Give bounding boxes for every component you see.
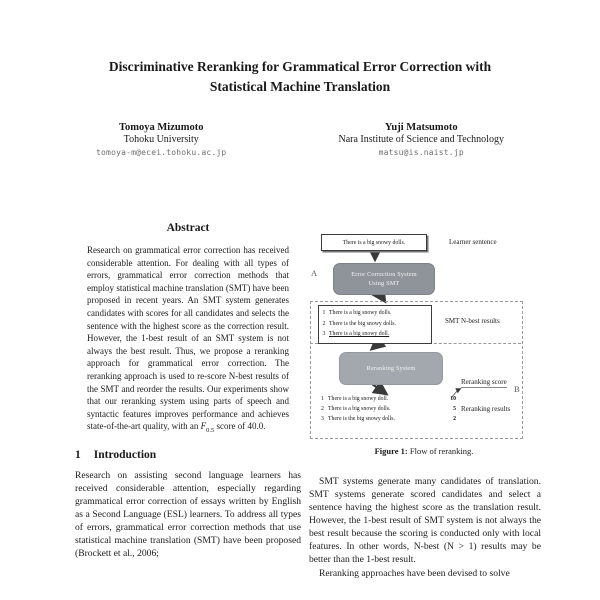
author-1: [96, 122, 226, 157]
nbest-rank-2: 2: [322, 320, 326, 327]
author-2-affiliation: Nara Institute of Science and Technology: [338, 134, 504, 145]
f-measure-symbol: F: [200, 421, 207, 432]
nbest-row-1: [319, 311, 431, 317]
author-1-affiliation: Tohoku University: [123, 134, 199, 145]
nbest-rank-1: 1: [322, 310, 326, 317]
abstract-text-end: score of 40.0.: [214, 421, 266, 432]
reranking-system-box: [339, 352, 443, 385]
author-2: [339, 122, 504, 157]
result-text-1: There is a big snowy doll.: [328, 396, 389, 402]
section-1-paragraph: Research on assisting second language learners has received considerable attention, especially regarding grammatical error correction of essays written by English as a Second Language (ESL) learners. To address all types of errors, grammatical error correction methods that use statistical machine translation (SMT) have been proposed (Brockett et al., 2006;: [75, 470, 301, 560]
author-1-name: Tomoya Mizumoto: [118, 122, 204, 133]
smt-nbest-box: [318, 305, 432, 344]
section-1-heading: [75, 449, 301, 461]
result-rank-1: 1: [321, 396, 324, 402]
result-score-1: 10: [450, 396, 456, 402]
result-text-2: There is a big snowy dolls.: [328, 405, 391, 412]
reranking-results-label: Reranking results: [461, 405, 511, 413]
result-row-1: [317, 397, 477, 403]
marker-a: A: [311, 268, 318, 278]
ecs-box-line1: Error Correction System: [351, 270, 417, 278]
abstract-heading: Abstract: [166, 222, 210, 234]
figure-1: [309, 228, 539, 475]
result-rank-2: 2: [321, 405, 324, 412]
abstract-text-main: Research on grammatical error correction has received considerable attention. For dealing with all types of errors, grammatical error correction methods that employ statistical machine translation (SMT) have been proposed in recent years. An SMT system generates candidates with scores for all candidates and selects the sentence with the highest score as the correction result. However, the 1-best result of an SMT system is not always the best result. Thus, we propose a reranking approach for grammatical error correction. The reranking approach is used to re-score N-best results of the SMT and reorder the results. Our experiments show that our reranking system using parts of speech and syntactic features improves performance and achieves state-of-the-art quality, with an: [87, 245, 289, 432]
error-correction-system-box: [333, 263, 435, 295]
result-row-2: [317, 407, 477, 413]
section-1-number: 1: [75, 449, 81, 462]
result-row-3: [317, 417, 477, 423]
abstract-text: [75, 244, 301, 435]
nbest-row-2: [319, 322, 431, 328]
result-score-2: 5: [453, 405, 456, 412]
right-column: [309, 228, 541, 580]
nbest-text-3: There is a big snowy doll.: [329, 330, 390, 337]
figure-caption-text: Flow of reranking.: [409, 446, 474, 456]
f-measure-subscript: 0.5: [206, 427, 215, 435]
result-score-3: 2: [453, 415, 456, 422]
smt-nbest-label: SMT N-best results: [445, 317, 500, 325]
result-rank-3: 3: [321, 415, 324, 422]
nbest-text-1: There is a big snowy dolls.: [329, 310, 392, 317]
learner-sentence-label: Learner sentence: [449, 238, 497, 246]
author-2-name: Yuji Matsumoto: [384, 122, 458, 133]
author-block: [40, 122, 560, 157]
nbest-row-3: [319, 332, 431, 338]
paper-title: Discriminative Reranking for Grammatical Error Correction with Statistical Machine Translation: [108, 59, 492, 95]
ecs-box-line2: Using SMT: [368, 280, 400, 287]
learner-sentence-box: There is a big snowy dolls.: [321, 234, 427, 251]
marker-b: B: [514, 384, 520, 394]
nbest-text-2: There is the big snowy dolls.: [329, 320, 396, 327]
result-text-3: There is the big snowy dolls.: [328, 415, 395, 422]
left-column: [75, 222, 301, 561]
right-column-paragraph-2: Reranking approaches have been devised to solve: [319, 568, 510, 580]
figure-caption-number: Figure 1:: [374, 446, 408, 456]
section-1-title: Introduction: [93, 449, 157, 462]
author-1-email: tomoya-m@ecei.tohoku.ac.jp: [96, 148, 227, 157]
reranking-score-label: Reranking score: [461, 378, 507, 386]
reranking-system-label: Reranking System: [366, 364, 416, 372]
right-column-paragraph-1: SMT systems generate many candidates of translation. SMT systems generate scored candidates and select a sentence having the highest score as the translation result. However, the 1-best result of SMT system is not always the best result because the scoring is conducted only with local features. In other words, N-best (N > 1) results may be better than the 1-best result.: [309, 476, 541, 566]
reranking-results-list: [317, 397, 477, 422]
nbest-rank-3: 3: [322, 330, 326, 337]
figure-caption: [309, 446, 539, 456]
author-2-email: matsu@is.naist.jp: [378, 148, 464, 157]
